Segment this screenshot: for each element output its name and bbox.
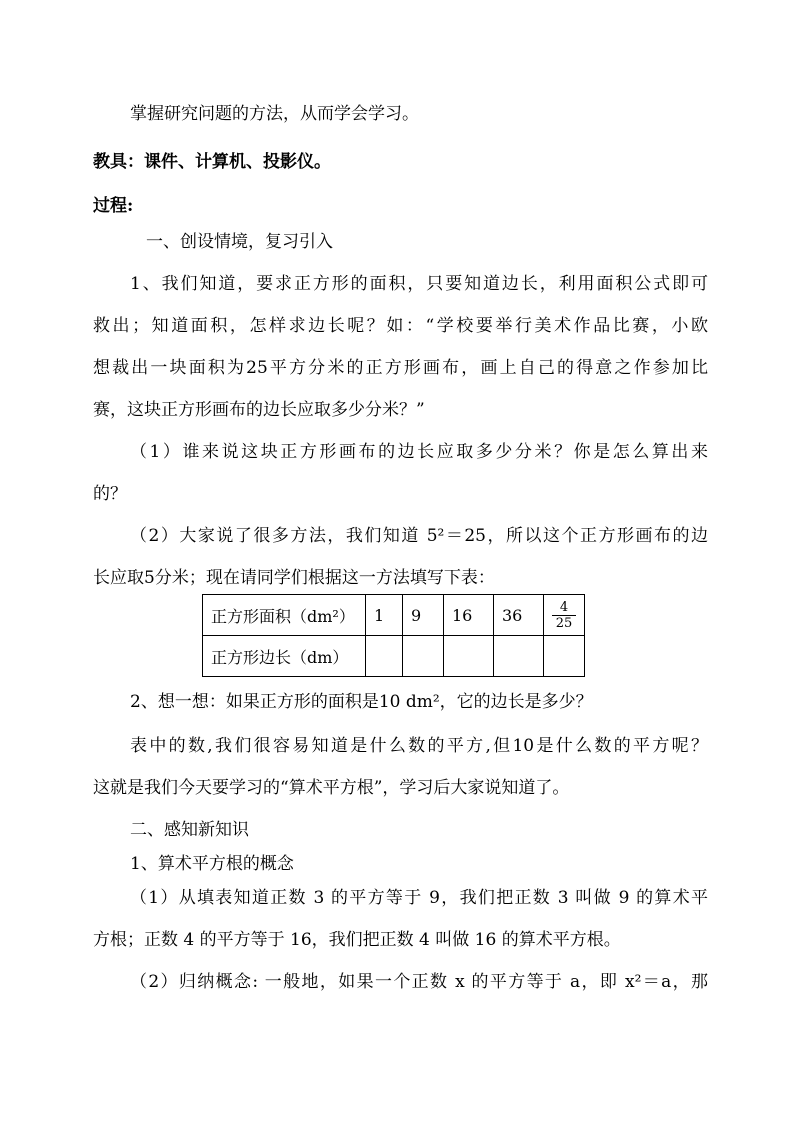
- section-heading-1: 一、创设情境，复习引入: [146, 232, 333, 252]
- section-heading-2: 二、感知新知识: [130, 820, 249, 840]
- concept-1-line-1: （1）从填表知道正数 3 的平方等于 9，我们把正数 3 叫做 9 的算术平: [130, 888, 708, 908]
- table-header-side: 正方形边长（dm）: [203, 636, 366, 677]
- question-2-line-1: （2）大家说了很多方法，我们知道 5²＝25，所以这个正方形画布的边: [130, 526, 708, 546]
- paragraph-intro-line-2: 救出；知道面积，怎样求边长呢？如：“学校要举行美术作品比赛，小欧: [93, 316, 708, 336]
- table-cell: 9: [403, 595, 444, 636]
- table-row-side: [203, 636, 585, 677]
- paragraph-method: 掌握研究问题的方法，从而学会学习。: [130, 104, 419, 124]
- fraction: [544, 600, 584, 631]
- process-heading: 过程:: [93, 196, 134, 216]
- table-cell-empty: [444, 636, 494, 677]
- teaching-tools: 教具：课件、计算机、投影仪。: [93, 152, 331, 172]
- table-cell-fraction: [544, 595, 585, 636]
- paragraph-table-line-2: 这就是我们今天要学习的“算术平方根”，学习后大家说知道了。: [93, 778, 570, 798]
- table-cell: 1: [366, 595, 403, 636]
- question-1-line-2: 的？: [93, 484, 127, 504]
- table-cell-empty: [403, 636, 444, 677]
- table-header-area: 正方形面积（dm²）: [203, 595, 366, 636]
- concept-heading: 1、算术平方根的概念: [130, 854, 294, 874]
- fraction-denominator: 25: [552, 615, 577, 631]
- concept-1-line-2: 方根；正数 4 的平方等于 16，我们把正数 4 叫做 16 的算术平方根。: [93, 930, 621, 950]
- concept-2-line-1: （2）归纳概念: 一般地，如果一个正数 x 的平方等于 a，即 x²＝a，那: [130, 972, 708, 992]
- paragraph-table-line-1: 表中的数,我们很容易知道是什么数的平方,但10是什么数的平方呢？: [130, 736, 708, 756]
- paragraph-intro-line-1: 1、我们知道，要求正方形的面积，只要知道边长，利用面积公式即可: [130, 274, 708, 294]
- table-cell-empty: [544, 636, 585, 677]
- table-cell: 16: [444, 595, 494, 636]
- table-cell: 36: [494, 595, 544, 636]
- table-cell-empty: [494, 636, 544, 677]
- question-1-line-1: （1）谁来说这块正方形画布的边长应取多少分米？你是怎么算出来: [130, 442, 708, 462]
- paragraph-intro-line-4: 赛，这块正方形画布的边长应取多少分米？”: [93, 400, 425, 420]
- fraction-numerator: 4: [559, 599, 569, 615]
- area-side-table: [202, 594, 585, 677]
- paragraph-intro-line-3: 想裁出一块面积为25平方分米的正方形画布，画上自己的得意之作参加比: [93, 358, 708, 378]
- table-cell-empty: [366, 636, 403, 677]
- table-row-area: [203, 595, 585, 636]
- question-2-line-2: 长应取5分米；现在请同学们根据这一方法填写下表：: [93, 568, 495, 588]
- think-question: 2、想一想：如果正方形的面积是10 dm²，它的边长是多少？: [130, 692, 593, 712]
